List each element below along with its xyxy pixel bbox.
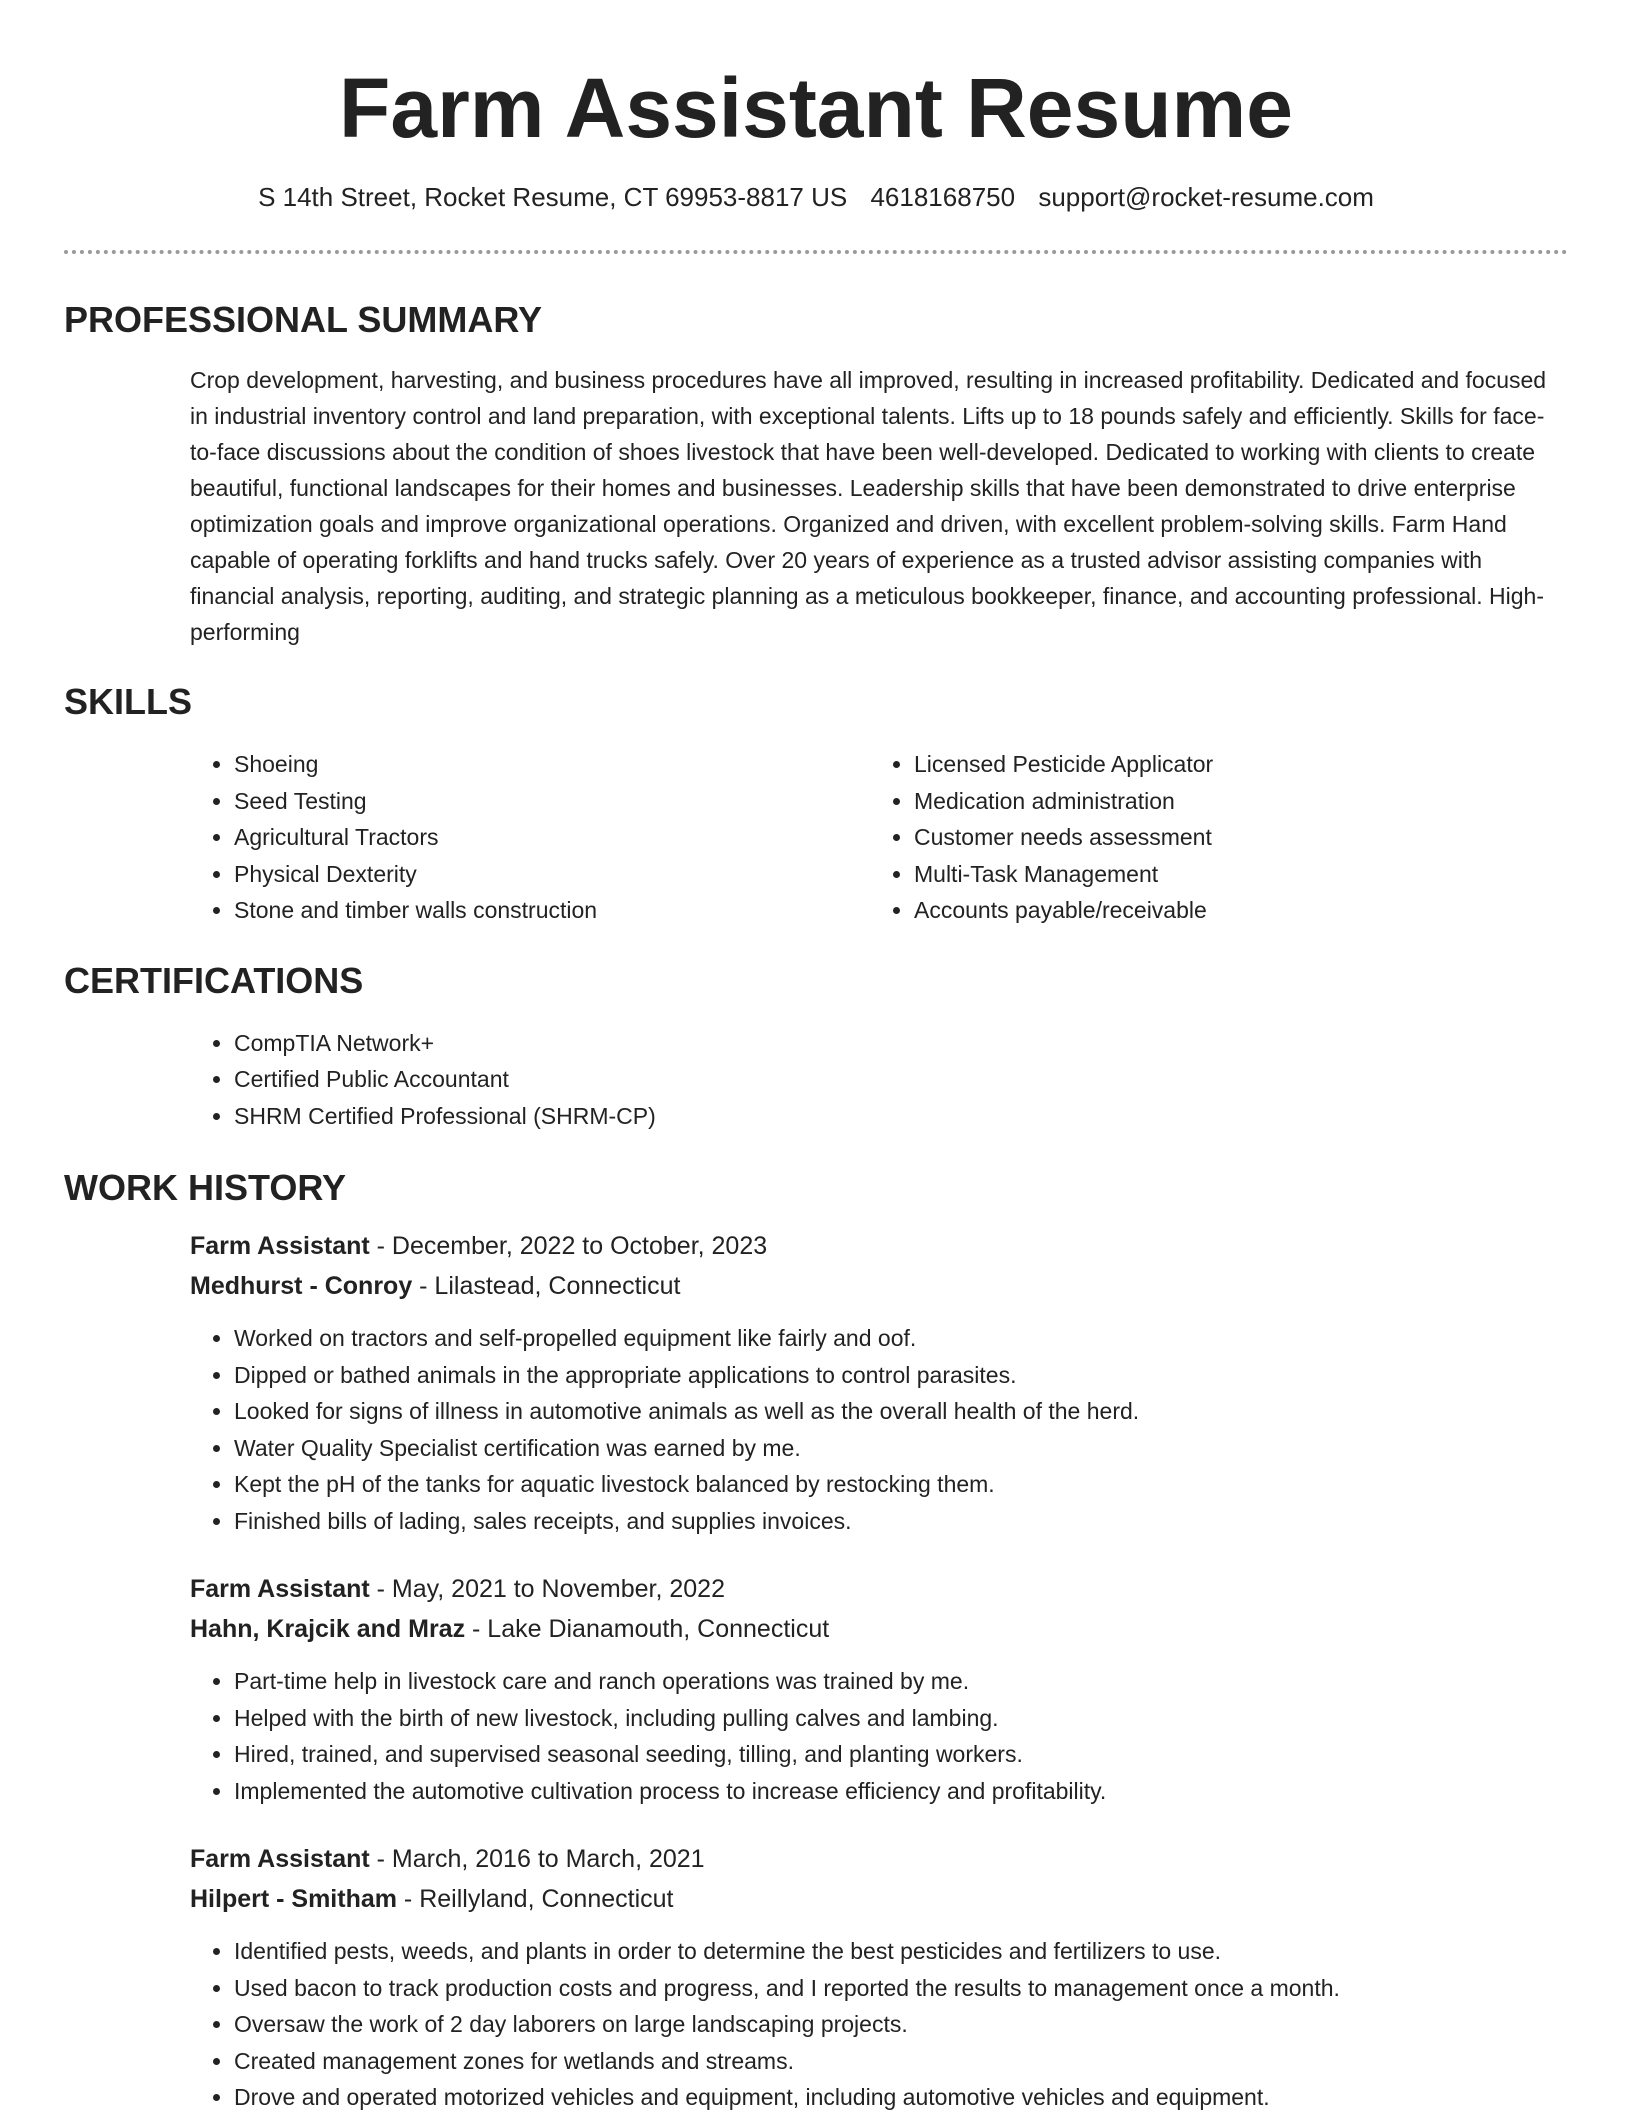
job-duty: • Dipped or bathed animals in the appropriate applications to control parasites. — [234, 1357, 1568, 1394]
job-duty: • Part-time help in livestock care and ranch operations was trained by me. — [234, 1663, 1568, 1700]
contact-address: S 14th Street, Rocket Resume, CT 69953-8817 US — [258, 182, 848, 212]
job-entry — [190, 1226, 1568, 1539]
job-dates: - March, 2016 to March, 2021 — [369, 1845, 705, 1873]
summary-heading: PROFESSIONAL SUMMARY — [64, 299, 543, 340]
job-title: Farm Assistant — [190, 1232, 370, 1260]
job-duty: • Oversaw the work of 2 day laborers on large landscaping projects. — [234, 2006, 1568, 2043]
job-location: - Reillyland, Connecticut — [396, 1885, 674, 1913]
certifications-list — [190, 1025, 1568, 1135]
job-duty: • Water Quality Specialist certification was earned by me. — [234, 1430, 1568, 1467]
job-title-line — [190, 1569, 1568, 1609]
job-duty: • Finished bills of lading, sales receipts, and supplies invoices. — [234, 1503, 1568, 1540]
job-duties-list — [190, 1933, 1568, 2116]
certification-item: • SHRM Certified Professional (SHRM-CP) — [234, 1098, 1568, 1135]
job-duty: • Kept the pH of the tanks for aquatic livestock balanced by restocking them. — [234, 1466, 1568, 1503]
job-company: Hilpert - Smitham — [190, 1885, 397, 1913]
resume-title: Farm Assistant Resume — [339, 61, 1293, 155]
header-divider — [64, 250, 1568, 254]
work-history-heading: WORK HISTORY — [64, 1167, 347, 1208]
contact-line — [64, 180, 1568, 214]
job-duty: • Looked for signs of illness in automotive animals as well as the overall health of the herd. — [234, 1393, 1568, 1430]
contact-email: support@rocket-resume.com — [1038, 182, 1374, 212]
job-title: Farm Assistant — [190, 1575, 370, 1603]
skill-item: • Multi-Task Management — [914, 856, 1550, 893]
job-location: - Lake Dianamouth, Connecticut — [465, 1615, 830, 1643]
skill-item: • Stone and timber walls construction — [234, 892, 870, 929]
certification-item: • Certified Public Accountant — [234, 1061, 1568, 1098]
job-duty: • Hired, trained, and supervised seasonal seeding, tilling, and planting workers. — [234, 1736, 1568, 1773]
skill-item: • Licensed Pesticide Applicator — [914, 746, 1550, 783]
job-title-line — [190, 1226, 1568, 1266]
job-duty: • Identified pests, weeds, and plants in order to determine the best pesticides and fertilizers to use. — [234, 1933, 1568, 1970]
skill-item: • Agricultural Tractors — [234, 819, 870, 856]
skills-column-right — [870, 746, 1550, 929]
certifications-heading: CERTIFICATIONS — [64, 959, 364, 1001]
job-duty: • Drove and operated motorized vehicles and equipment, including automotive vehicles and equipment. — [234, 2079, 1568, 2116]
skill-item: • Physical Dexterity — [234, 856, 870, 893]
job-dates: - May, 2021 to November, 2022 — [369, 1575, 725, 1603]
skill-item: • Shoeing — [234, 746, 870, 783]
job-title-line — [190, 1839, 1568, 1879]
skills-list-right — [870, 746, 1550, 929]
job-duty: • Helped with the birth of new livestock, including pulling calves and lambing. — [234, 1700, 1568, 1737]
job-duty: • Created management zones for wetlands and streams. — [234, 2043, 1568, 2080]
skill-item: • Customer needs assessment — [914, 819, 1550, 856]
contact-phone: 4618168750 — [870, 182, 1016, 212]
job-duty: • Worked on tractors and self-propelled equipment like fairly and oof. — [234, 1320, 1568, 1357]
skill-item: • Accounts payable/receivable — [914, 892, 1550, 929]
summary-section — [190, 362, 1568, 650]
skills-section — [190, 746, 1568, 929]
job-company-line — [190, 1879, 1568, 1919]
job-company-line — [190, 1266, 1568, 1306]
job-company-line — [190, 1609, 1568, 1649]
job-duties-list — [190, 1663, 1568, 1809]
resume-page — [64, 0, 1568, 2116]
job-title: Farm Assistant — [190, 1845, 370, 1873]
job-entry — [190, 1839, 1568, 2116]
skill-item: • Seed Testing — [234, 783, 870, 820]
skills-column-left — [190, 746, 870, 929]
skill-item: • Medication administration — [914, 783, 1550, 820]
job-entry — [190, 1569, 1568, 1809]
certification-item: • CompTIA Network+ — [234, 1025, 1568, 1062]
job-duty: • Used bacon to track production costs and progress, and I reported the results to management once a month. — [234, 1970, 1568, 2007]
skills-heading: SKILLS — [64, 681, 193, 722]
job-duty: • Implemented the automotive cultivation process to increase efficiency and profitability. — [234, 1773, 1568, 1810]
skills-list-left — [190, 746, 870, 929]
job-location: - Lilastead, Connecticut — [412, 1272, 681, 1300]
certifications-section — [190, 1025, 1568, 1135]
job-duties-list — [190, 1320, 1568, 1539]
summary-text: Crop development, harvesting, and business procedures have all improved, resulting in increased profitability. Dedicated and focused in industrial inventory control and land preparation, with exceptional talents. Lifts up to 18 pounds safely and efficiently. Skills for face-to-face discussions about the condition of shoes livestock that have been well-developed. Dedicated to working with clients to create beautiful, functional landscapes for their homes and businesses. Leadership skills that have been demonstrated to drive enterprise optimization goals and improve organizational operations. Organized and driven, with excellent problem-solving skills. Farm Hand capable of operating forklifts and hand trucks safely. Over 20 years of experience as a trusted advisor assisting companies with financial analysis, reporting, auditing, and strategic planning as a meticulous bookkeeper, finance, and accounting professional. High-performing — [190, 367, 1547, 645]
job-company: Hahn, Krajcik and Mraz — [190, 1615, 466, 1643]
job-dates: - December, 2022 to October, 2023 — [369, 1232, 768, 1260]
job-company: Medhurst - Conroy — [190, 1272, 413, 1300]
